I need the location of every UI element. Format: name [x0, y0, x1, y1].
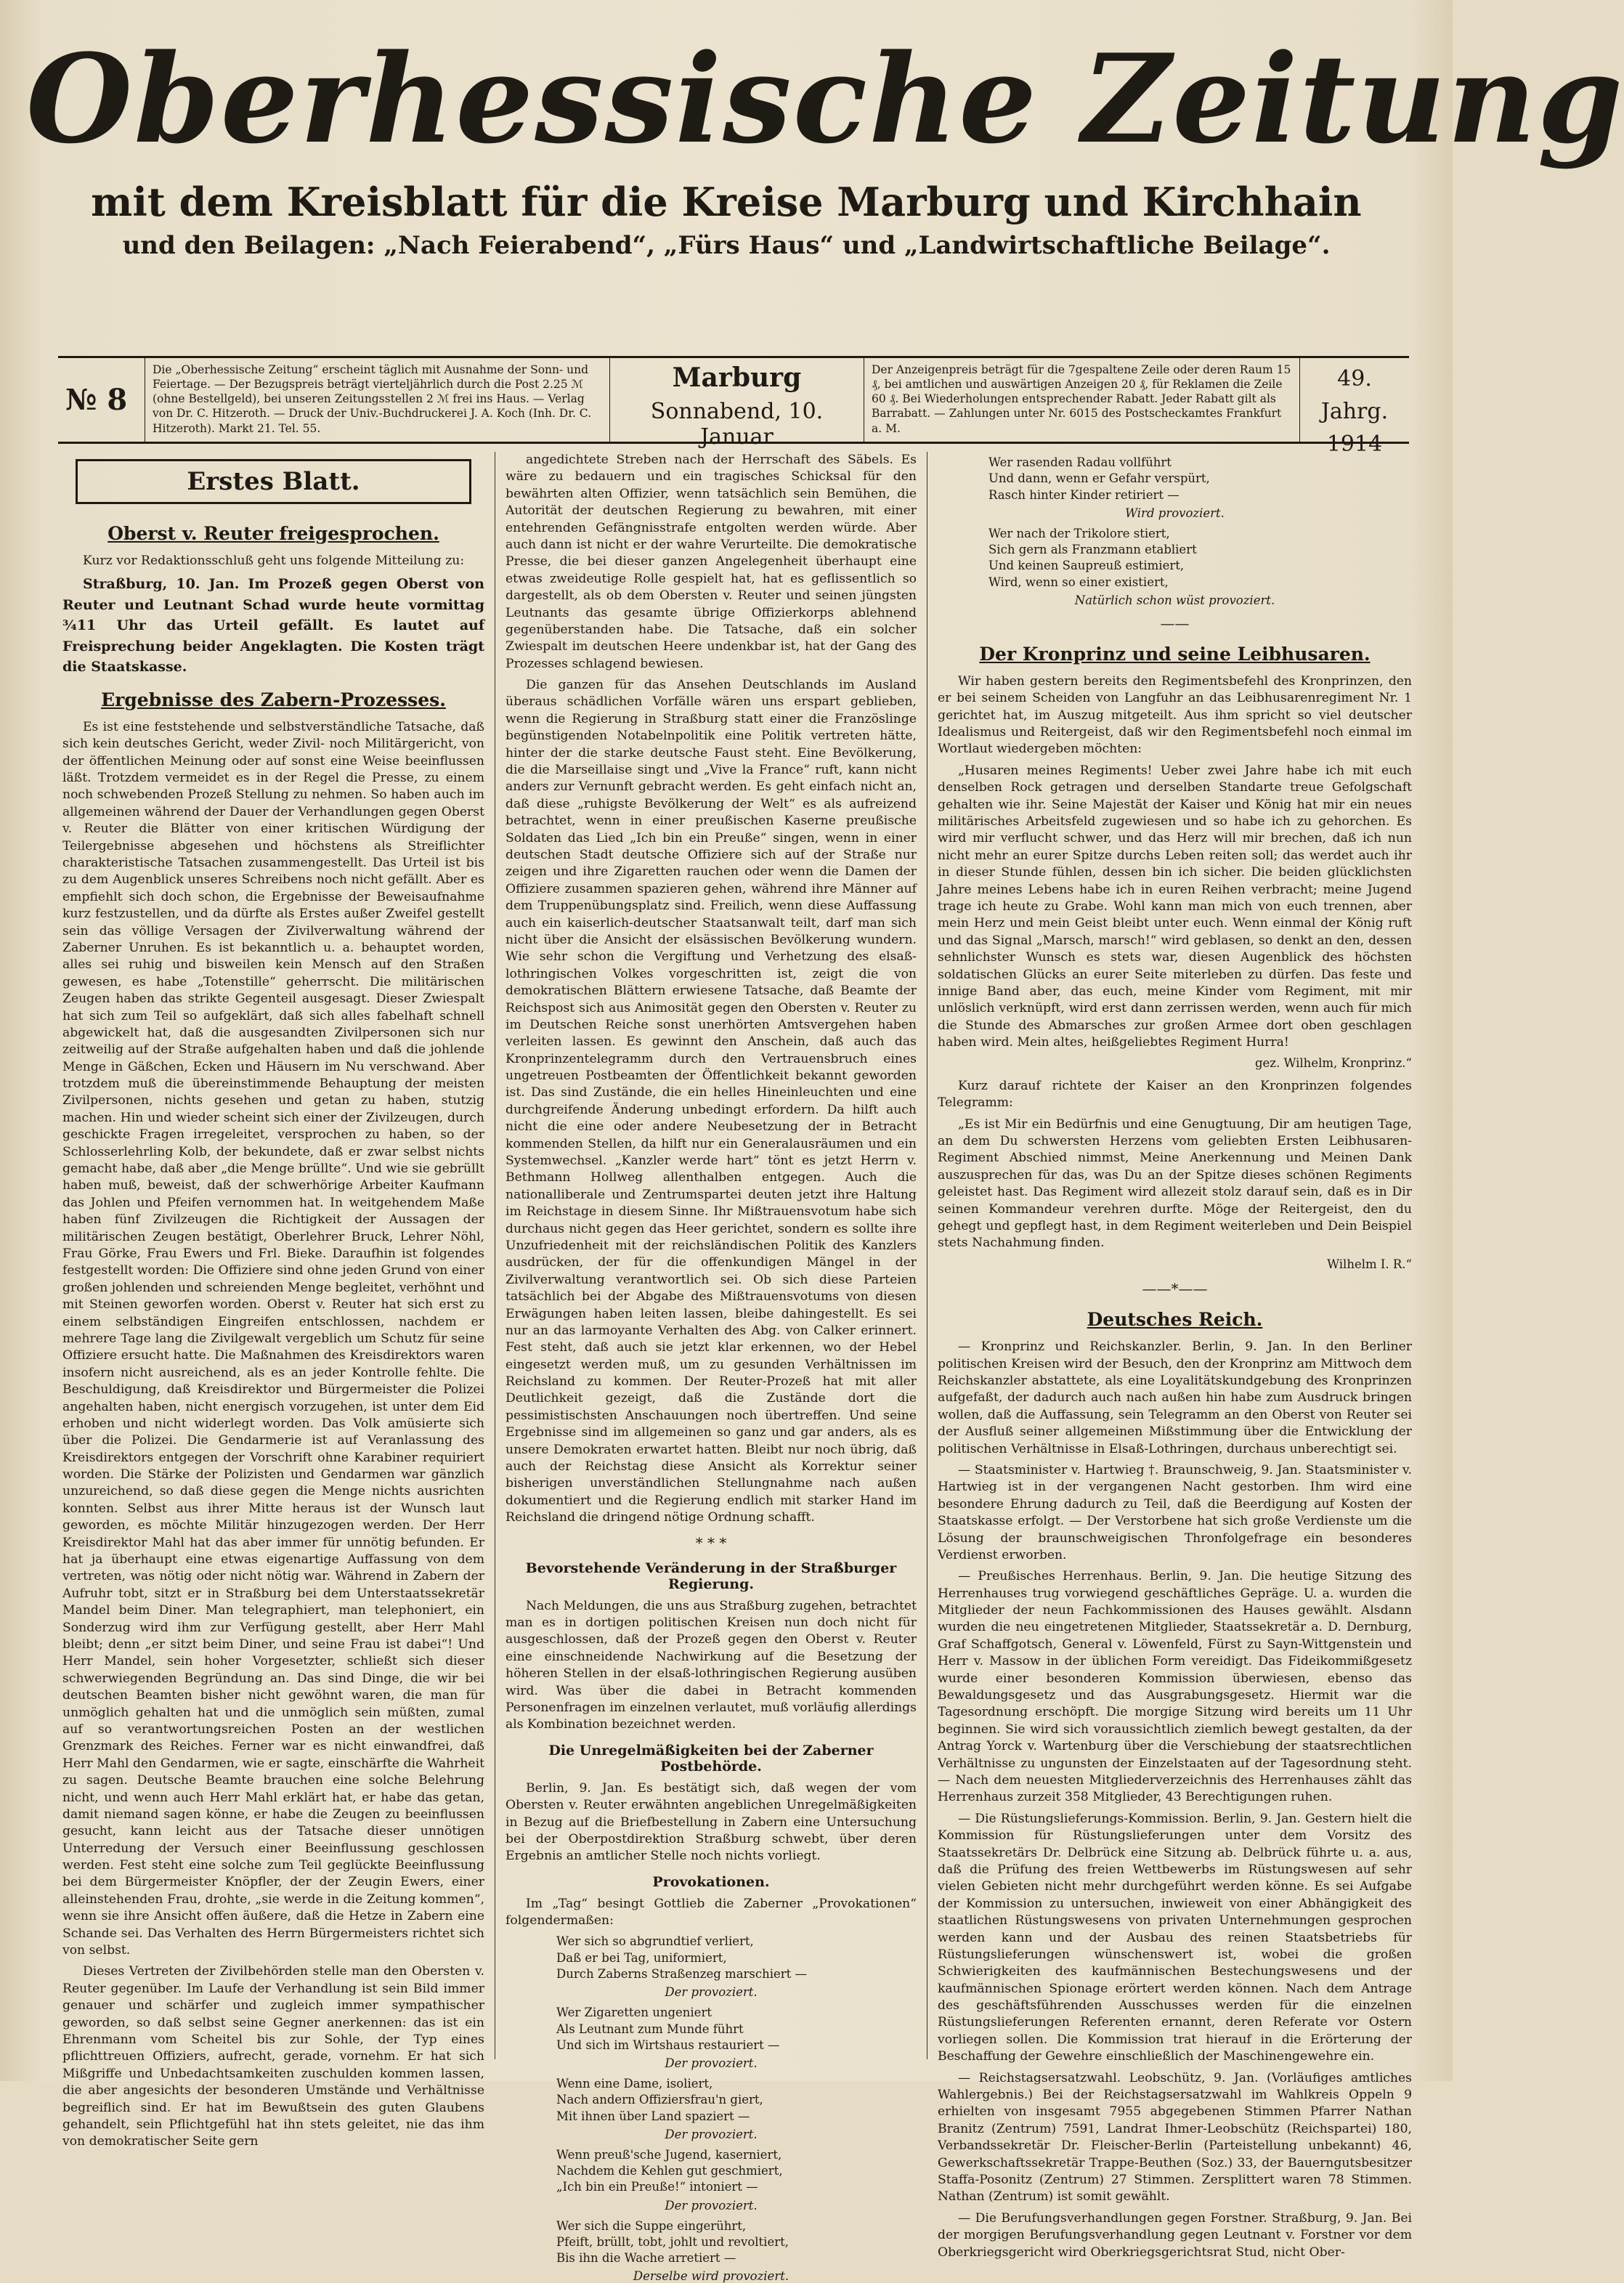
- subscription-info: Die „Oberhessische Zeitung“ erscheint täglich mit Ausnahme der Sonn- und Feiertage. — Der Bezugspreis beträgt vierteljährlich durch die Post 2.25 ℳ (ohne Bestellgeld), bei unseren Zeitungsstellen 2 ℳ frei ins Haus. — Verlag von Dr. C. Hitzeroth. — Druck der Univ.-Buchdruckerei J. A. Koch (Inh. Dr. C. Hitzeroth). Markt 21. Tel. 55.: [145, 358, 610, 442]
- headline-kronprinz: Der Kronprinz und seine Leibhusaren.: [979, 643, 1371, 665]
- paragraph: — Staatsminister v. Hartwieg †. Braunschweig, 9. Jan. Staatsminister v. Hartwieg ist in der vergangenen Nacht gestorben. Ihm wird eine besondere Ehrung dadurch zu Teil, daß die Beerdigung auf Kosten der Staatskasse erfolgt. — Der Verstorbene hat sich große Verdienste um die Lösung der braunschweigischen Thronfolgefrage ein besonderes Verdienst erworben.: [938, 1462, 1412, 1562]
- headline-reuter: Oberst v. Reuter freigesprochen.: [107, 523, 439, 544]
- issue-number: № 8: [58, 358, 145, 442]
- volume-year: [1300, 358, 1409, 457]
- year: 1914: [1326, 431, 1383, 457]
- poem-refrain: Der provoziert.: [665, 2127, 758, 2141]
- paragraph: angedichtete Streben nach der Herrschaft des Säbels. Es wäre zu bedauern und ein tragisches Schicksal für den bewährten alten Offizier, wenn tatsächlich sein Bemühen, die Autorität der deutschen Regierung zu bewahren, mit einer entehrenden Gefängnisstrafe entgolten werden würde. Aber auch dann ist nicht er der wahre Verurteilte. Die demokratische Presse, die bei dieser ganzen Angelegenheit überhaupt eine etwas zweideutige Rolle gespielt hat, hat es geflissentlich so dargestellt, als ob dem Obersten v. Reuter und seinen jüngsten Leutnants das gesamte übrige Offizierkorps ablehnend gegenüberstanden habe. Die Tatsache, daß ein solcher Zwiespalt im deutschen Heere undenkbar ist, hat der Gang des Prozesses schlagend bewiesen.: [506, 453, 917, 671]
- paragraph: Kurz darauf richtete der Kaiser an den Kronprinzen folgendes Telegramm:: [938, 1078, 1412, 1111]
- column-1: [52, 452, 495, 2149]
- poem-stanza: Wer Zigaretten ungeniert Als Leutnant zum Munde führt Und sich im Wirtshaus restauriert —: [556, 2006, 780, 2052]
- headline-provokationen: Provokationen.: [652, 1873, 770, 1890]
- place-date: [610, 358, 864, 450]
- paragraph: — Reichstagsersatzwahl. Leobschütz, 9. Jan. (Vorläufiges amtliches Wahlergebnis.) Bei der Reichstagsersatzwahl im Wahlkreis Oppeln 9 erhielten von insgesamt 7955 abgegebenen Stimmen Pfarrer Nathan Branitz (Zentrum) 7591, Landrat Ihmer-Leobschütz (Reichspartei) 180, Verbandssekretär Dr. Fleischer-Berlin (Parteistellung unbekannt) 46, Gewerkschaftssekretär Trappe-Beuthen (Soz.) 33, der Bauerngutsbesitzer Staffa-Posonitz (Zentrum) 27 Stimmen. Zersplittert waren 78 Stimmen. Nathan (Zentrum) ist somit gewählt.: [938, 2070, 1412, 2205]
- paragraph: Dieses Vertreten der Zivilbehörden stelle man den Obersten v. Reuter gegenüber. Im Laufe der Verhandlung ist sein Bild immer genauer und schärfer und zugleich immer sympathischer geworden, so daß selbst seine Gegner anerkennen: das ist ein Ehrenmann vom Scheitel bis zur Sohle, der Typ eines pflichttreuen Offiziers, aufrecht, gerade, vornehm. Er hat sich Mißgriffe und Unbedachtsamkeiten zuschulden kommen lassen, die aber angesichts der besonderen Umstände und Verhältnisse begreiflich sind. Er hat im Bewußtsein des guten Glaubens gehandelt, sein Pflichtgefühl hat ihn stets geleitet, nie das ihm von demokratischer Seite gern: [62, 1964, 484, 2149]
- separator: * * *: [695, 1533, 727, 1552]
- poem-stanza: Wenn eine Dame, isoliert, Nach andern Offiziersfrau'n giert, Mit ihnen über Land spaziert —: [556, 2077, 763, 2123]
- issue-date: Sonnabend, 10. Januar: [650, 399, 824, 450]
- city: Marburg: [672, 362, 802, 393]
- poem-stanza: Wer sich die Suppe eingerührt, Pfeift, brüllt, tobt, johlt und revoltiert, Bis ihn die Wache arretiert —: [556, 2218, 789, 2266]
- section-label: Erstes Blatt.: [76, 459, 471, 504]
- paragraph: Im „Tag“ besingt Gottlieb die Zaberner „Provokationen“ folgendermaßen:: [506, 1896, 917, 1929]
- poem-stanza: Wenn preuß'sche Jugend, kaserniert, Nachdem die Kehlen gut geschmiert, „Ich bin ein Preuße!“ intoniert —: [556, 2147, 783, 2194]
- paragraph: — Preußisches Herrenhaus. Berlin, 9. Jan. Die heutige Sitzung des Herrenhauses trug vorwiegend geschäftliches Gepräge. U. a. wurden die Mitglieder der neun Fachkommissionen des Hauses gewählt. Alsdann wurden die neu eingetretenen Mitglieder, Staatssekretär a. D. Dernburg, Graf Schaffgotsch, General v. Löwenfeld, Fürst zu Sayn-Wittgenstein und Herr v. Massow in der üblichen Form vereidigt. Das Fideikommißgesetz wurde einer besonderen Kommission überwiesen, ebenso das Bewaldungsgesetz und das Ausgrabungsgesetz. Hiermit war die Tagesordnung erschöpft. Die morgige Sitzung wird bereits um 11 Uhr beginnen. Sie wird sich voraussichtlich ziemlich bewegt gestalten, da der Antrag Yorck v. Wartenburg über die Verschiebung der staatsrechtlichen Verhältnisse zu ungunsten der Einzelstaaten auf der Tagesordnung steht. — Nach dem neuesten Mitgliederverzeichnis des Herrenhauses zählt das Herrenhaus zurzeit 358 Mitglieder, 43 Berechtigungen ruhen.: [938, 1569, 1412, 1805]
- separator: ——*——: [1142, 1280, 1208, 1298]
- poem-stanza: Wer nach der Trikolore stiert, Sich gern als Franzmann etabliert Und keinen Saupreuß estimiert, Wird, wenn so einer existiert,: [988, 526, 1197, 589]
- ad-rates-info: Der Anzeigenpreis beträgt für die 7gespaltene Zeile oder deren Raum 15 ₰, bei amtlichen und auswärtigen Anzeigen 20 ₰, für Reklamen die Zeile 60 ₰. Bei Wiederholungen entsprechender Rabatt. Jeder Rabatt gilt als Barrabatt. — Zahlungen unter Nr. 6015 des Postscheckamtes Frankfurt a. M.: [864, 358, 1300, 442]
- poem-refrain: Der provoziert.: [665, 2056, 758, 2071]
- separator: ——: [1160, 614, 1190, 632]
- paragraph: „Husaren meines Regiments! Ueber zwei Jahre habe ich mit euch denselben Rock getragen und derselben Standarte treue Gefolgschaft gehalten wie ihr. Seine Majestät der Kaiser und König hat mir ein neues militärisches Arbeitsfeld zugewiesen und so habe ich zu gehorchen. Es wird mir verflucht schwer, und das Herz will mir brechen, daß ich nun nicht mehr an eurer Spitze durchs Leben reiten soll; das werdet auch ihr in dieser Stunde fühlen, dessen bin ich sicher. Die beiden glücklichsten Jahre meines Lebens habe ich in euren Reihen verbracht; meine Jugend trage ich heute zu Grabe. Wohl kann man mich von euch trennen, aber mein Herz und mein Geist bleibt unter euch. Wenn einmal der König ruft und das Signal „Marsch, marsch!“ wird geblasen, so denkt an den, dessen sehnlichster Wunsch es stets war, diesen Augenblick des höchsten soldatischen Glücks an eurer Seite miterleben zu dürfen. Das feste und innige Band aber, das euch, meine Kinder vom Regiment, mit mir unlöslich verknüpft, wird erst dann zerrissen werden, wenn auch für mich die Stunde des Abmarsches zur großen Armee dort oben geschlagen haben wird. Mein altes, heißgeliebtes Regiment Hurra!: [938, 763, 1412, 1050]
- paragraph: Die ganzen für das Ansehen Deutschlands im Ausland überaus schädlichen Vorfälle wären uns erspart geblieben, wenn die Regierung in Straßburg statt einer die Französlinge begünstigenden Notabelnpolitik eine Politik vertreten hätte, hinter der die starke deutsche Faust steht. Eine Bevölkerung, die die Marseillaise singt und „Vive la France“ ruft, kann nicht anders zur Vernunft gebracht werden. Es geht einfach nicht an, daß diese „ruhigste Bevölkerung der Welt“ es als aufreizend betrachtet, wenn in einer preußischen Kaserne preußische Soldaten das Lied „Ich bin ein Preuße“ singen, wenn in einer deutschen Stadt deutsche Offiziere sich auf der Straße nur zeigen und ihre Zigaretten rauchen oder wenn die Damen der Offiziere zusammen spazieren gehen, während ihre Männer auf dem Truppenübungsplatz sind. Freilich, wenn diese Auffassung auch ein kaiserlich-deutscher Staatsanwalt teilt, darf man sich nicht über die Ansicht der elsässischen Bevölkerung wundern. Wie sehr schon die Vergiftung und Verhetzung des elsaß-lothringischen Volkes vorgeschritten ist, zeigt die von demokratischen Blättern erwiesene Tatsache, daß Beamte der Reichspost sich aus Animosität gegen den Obersten v. Reuter zu im Deutschen Reiche sonst unerhörten Amtsvergehen haben verleiten lassen. Es gewinnt den Anschein, daß auch das Kronprinzentelegramm durch den Vertrauensbruch eines ungetreuen Postbeamten der Öffentlichkeit bekannt geworden ist. Das sind Zustände, die ein helles Hineinleuchten und eine durchgreifende Änderung unbedingt erfordern. Da hilft auch nicht die eine oder andere Neubesetzung der in Betracht kommenden Stellen, da hilft nur ein Generalausräumen und ein Systemwechsel. „Kanzler werde hart“ tönt es jetzt Herrn v. Bethmann Hollweg allenthalben entgegen. Auch die nationalliberale und Zentrumspartei deuten jetzt ihre Haltung im Reichstage in diesem Sinne. Ihr Mißtrauensvotum habe sich durchaus nicht gegen das Heer gerichtet, sondern es sollte ihre Unzufriedenheit mit der reichsländischen Politik des Kanzlers ausdrücken, der für die offenkundigen Mängel in der Zivilverwaltung verantwortlich sei. Ob sich diese Parteien tatsächlich bei der Abgabe des Mißtrauensvotums von diesen Erwägungen haben leiten lassen, bleibe dahingestellt. Es sei nur an das larmoyante Verhalten des Abg. von Calker erinnert. Fest steht, daß auch sie jetzt klar erkennen, wo der Hebel eingesetzt werden muß, um zu gesunden Verhältnissen im Reichsland zu kommen. Der Reuter-Prozeß hat mit aller Deutlichkeit gezeigt, daß die Zustände dort die pessimistischsten Anschauungen noch übertreffen. Und seine Ergebnisse sind im allgemeinen so ganz und gar anders, als es unsere Demokraten erwartet hatten. Bleibt nur noch übrig, daß auch der Reichstag diese Ansicht als Korrektur seiner bisherigen unverständlichen Stellungnahme nach außen dokumentiert und die Regierung endlich mit starker Hand im Reichsland die dringend nötige Ordnung schafft.: [506, 678, 917, 1525]
- paragraph: Kurz vor Redaktionsschluß geht uns folgende Mitteilung zu:: [83, 553, 465, 568]
- poem-stanza: Wer rasenden Radau vollführt Und dann, wenn er Gefahr verspürt, Rasch hinter Kinder retiriert —: [988, 455, 1210, 502]
- signature: gez. Wilhelm, Kronprinz.“: [1254, 1056, 1412, 1071]
- paragraph: Wir haben gestern bereits den Regimentsbefehl des Kronprinzen, den er bei seinem Scheiden von Langfuhr an das Leibhusarenregiment Nr. 1 gerichtet hat, im Auszug mitgeteilt. Aus ihm spricht so viel deutscher Idealismus und Reitergeist, daß wir den Regimentsbefehl noch einmal im Wortlaut wiedergeben möchten:: [938, 673, 1412, 757]
- newspaper-title: Oberhessische Zeitung: [26, 27, 1624, 171]
- newspaper-subtitle: mit dem Kreisblatt für die Kreise Marburg und Kirchhain: [91, 179, 1362, 225]
- poem-refrain: Der provoziert.: [665, 2198, 758, 2213]
- article-columns: [52, 452, 1422, 2283]
- volume: 49. Jahrg.: [1320, 366, 1389, 424]
- paragraph: „Es ist Mir ein Bedürfnis und eine Genugtuung, Dir am heutigen Tage, an dem Du schwersten Herzens vom geliebten Ersten Leibhusaren-Regiment Abschied nimmst, Meine Anerkennung und Meinen Dank auszusprechen für das, was Du an der Spitze dieses schönen Regiments geleistet hast. Das Regiment wird allezeit stolz darauf sein, daß es in Dir seinen Kommandeur verehren durfte. Möge der Reitergeist, den du gehegt und gepflegt hast, in dem Regiment weiterleben und Dein Beispiel stets Nachahmung finden.: [938, 1116, 1412, 1251]
- paragraph: Es ist eine feststehende und selbstverständliche Tatsache, daß sich kein deutsches Gericht, weder Zivil- noch Militärgericht, von der öffentlichen Meinung oder auf sonst eine Weise beeinflussen läßt. Trotzdem vermeidet es in der Regel die Presse, zu einem noch schwebenden Prozeß Stellung zu nehmen. So haben auch im allgemeinen während der Dauer der Verhandlungen gegen Oberst v. Reuter die Blätter von einer kritischen Würdigung der Teilergebnisse abgesehen und höchstens als Streiflichter charakteristische Tatsachen zusammengestellt. Das Urteil ist bis zu dem Augenblick unseres Schreibens noch nicht gefällt. Aber es empfiehlt sich doch schon, die Ergebnisse der Beweisaufnahme kurz festzustellen, und da dürfte als Erstes außer Zweifel gestellt sein das völlige Versagen der Zivilverwaltung während der Zaberner Unruhen. Es ist bekanntlich u. a. behauptet worden, alles sei ruhig und bisweilen kein Mensch auf den Straßen gewesen, es habe „Totenstille“ geherrscht. Die militärischen Zeugen haben das strikte Gegenteil ausgesagt. Dieser Zwiespalt hat sich zum Teil so aufgeklärt, daß sich alles fabelhaft schnell abgewickelt hat, daß die ausgesandten Zivilpersonen sich nur zeitweilig auf der Straße aufgehalten haben und daß die johlende Menge in Gäßchen, Ecken und Häusern im Nu verschwand. Aber trotzdem muß die übereinstimmende Behauptung der meisten Zivilpersonen, nichts gesehen und getan zu haben, stutzig machen. Hin und wieder scheint sich einer der Zivilzeugen, durch geschickte Fragen irregeleitet, versprochen zu haben, so der Schlosserlehrling Kolb, der bekundete, daß er zwar selbst nichts gemacht habe, daß aber „die Menge brüllte“. Und wie sie gebrüllt haben muß, beweist, daß der schwerhörige Arbeiter Kaufmann das Johlen und Pfeifen vernommen hat. In weitgehendem Maße haben fünf Zivilzeugen die Richtigkeit der Aussagen der militärischen Zeugen bestätigt, Oberlehrer Bruck, Lehrer Nöhl, Frau Görke, Frau Ewers und Frl. Bieke. Daraufhin ist folgendes festgestellt worden: Die Offiziere sind ohne jeden Grund von einer großen johlenden und schreienden Menge begleitet, verhöhnt und mit Steinen geworfen worden. Oberst v. Reuter hat sich erst zu einem selbständigen Eingreifen entschlossen, nachdem er mehrere Tage lang die Zivilgewalt vergeblich um Schutz für seine Offiziere ersucht hatte. Die Maßnahmen des Kreisdirektors waren insofern nicht ausreichend, als es an jeder Kontrolle fehlte. Die Beschuldigung, daß Kreisdirektor und Bürgermeister die Polizei angehalten haben, nicht energisch vorzugehen, ist unter dem Eid erhoben und nicht widerlegt worden. Das Volk amüsierte sich über die Polizei. Die Gendarmerie ist auf Veranlassung des Kreisdirektors entgegen der Vorschrift ohne Karabiner requiriert worden. Die Stärke der Polizisten und Gendarmen war gänzlich unzureichend, so daß diese gegen die Menge nichts ausrichten konnten. Selbst aus ihrer Mitte heraus ist der Wunsch laut geworden, es möchte Militär hinzugezogen werden. Der Herr Kreisdirektor Mahl hat das aber immer für unnötig befunden. Er hat ja überhaupt eine etwas eigenartige Auffassung von dem vertreten, was nötig oder nicht nötig war. Während in Zabern der Aufruhr tobt, sitzt er in Straßburg bei dem Unterstaatssekretär Mandel beim Diner. Man telegraphiert, man telephoniert, ein Sonderzug wird ihm zur Verfügung gestellt, aber Herr Mahl bleibt; denn „er sitzt beim Diner, und seine Frau ist dabei“! Und Herr Mandel, sein hoher Vorgesetzter, schließt sich dieser schwerwiegenden Begründung an. Das sind Dinge, die wir bei deutschen Beamten bisher nicht gewöhnt waren, die man für unmöglich gehalten hat und die unmöglich sein müßten, zumal auf so verantwortungsreichen Posten an der westlichen Grenzmark des Reiches. Ferner war es nicht einwandfrei, daß Herr Mahl den Gendarmen, wie er sagte, einschärfte die Wahrheit zu sagen. Deutsche Beamte brauchen eine solche Belehrung nicht, und wenn auch Herr Mahl erklärt hat, er habe das getan, damit niemand sagen könne, er habe die Zeugen zu beeinflussen gesucht, kann leicht aus der Tatsache dieser unnötigen Unterredung der Versuch einer Beeinflussung geschlossen werden. Fest steht eine solche zum Teil geglückte Beeinflussung bei dem Bürgermeister Knöpfler, der der Zeugin Ewers, einer alleinstehenden Frau, drohte, „sie werde in die Zeitung kommen“, wenn sie ihre Ansicht offen äußere, daß die Hetze in Zabern eine Schande sei. Das Verhalten des Herrn Bürgermeisters richtet sich von selbst.: [62, 719, 484, 1958]
- headline-zabern: Ergebnisse des Zabern-Prozesses.: [101, 689, 446, 710]
- masthead: [26, 0, 1624, 260]
- paragraph: Nach Meldungen, die uns aus Straßburg zugehen, betrachtet man es in dortigen politischen Kreisen nun doch nicht für ausgeschlossen, daß der Prozeß gegen den Oberst v. Reuter eine einschneidende Nachwirkung auf die Besetzung der höheren Stellen in der elsaß-lothringischen Regierung ausüben wird. Was über die dabei in Betracht kommenden Personenfragen im einzelnen verlautet, muß vorläufig allerdings als Kombination bezeichnet werden.: [506, 1598, 917, 1732]
- paragraph-lead: Straßburg, 10. Jan. Im Prozeß gegen Oberst von Reuter und Leutnant Schad wurde heute vormittag ¾11 Uhr das Urteil gefällt. Es lautet auf Freisprechung beider Angeklagten. Die Kosten trägt die Staatskasse.: [62, 576, 484, 676]
- column-2: [495, 452, 927, 2283]
- headline-post: Die Unregelmäßigkeiten bei der Zaberner Postbehörde.: [548, 1742, 874, 1775]
- supplements-line: und den Beilagen: „Nach Feierabend“, „Fürs Haus“ und „Landwirtschaftliche Beilage“.: [122, 231, 1331, 260]
- signature: Wilhelm I. R.“: [1327, 1257, 1412, 1271]
- poem-refrain: Wird provoziert.: [1125, 506, 1225, 520]
- paragraph: — Die Berufungsverhandlungen gegen Forstner. Straßburg, 9. Jan. Bei der morgigen Berufungsverhandlung gegen Leutnant v. Forstner vor dem Oberkriegsgericht wird Oberkriegsgerichtsrat Stud, nicht Ober-: [938, 2210, 1412, 2260]
- column-3: [927, 452, 1422, 2260]
- headline-strassburg: Bevorstehende Veränderung in der Straßburger Regierung.: [525, 1560, 897, 1592]
- poem-refrain: Natürlich schon wüst provoziert.: [1074, 593, 1275, 607]
- headline-reich: Deutsches Reich.: [1087, 1309, 1263, 1331]
- paragraph: — Die Rüstungslieferungs-Kommission. Berlin, 9. Jan. Gestern hielt die Kommission für Rüstungslieferungen unter dem Vorsitz des Staatssekretärs Dr. Delbrück eine Sitzung ab. Delbrück führte u. a. aus, daß die Prüfung des freien Wettbewerbs im Rüstungswesen auf sehr vielen Gebieten nicht mehr durchgeführt werden könne. Es sei Aufgabe der Kommission zu untersuchen, inwieweit von einer Abhängigkeit des staatlichen Rüstungswesens von privaten Unternehmungen gesprochen werden kann und der Ausbau des reinen Staatsbetriebs für Rüstungslieferungen wünschenswert ist, wobei die großen Schwierigkeiten des kaufmännischen Bestechungswesens und der kaufmännischen Spionage erörtert werden können. Nach dem Antrage des geschäftsführenden Ausschusses werden für die einzelnen Rüstungslieferungen Referenten ernannt, deren Referate vor Ostern vorliegen sollen. Die Kommission trat hierauf in die Erörterung der Beschaffung der Gewehre einschließlich der Maschinengewehre ein.: [938, 1811, 1412, 2064]
- poem-refrain: Der provoziert.: [665, 1985, 758, 2000]
- paragraph: Berlin, 9. Jan. Es bestätigt sich, daß wegen der vom Obersten v. Reuter erwähnten angeblichen Unregelmäßigkeiten in Bezug auf die Briefbestellung in Zabern eine Untersuchung bei der Oberpostdirektion Straßburg schwebt, über deren Ergebnis an amtlicher Stelle noch nichts vorliegt.: [506, 1780, 917, 1864]
- poem-stanza: Wer sich so abgrundtief verliert, Daß er bei Tag, uniformiert, Durch Zaberns Straßenzeg marschiert —: [556, 1934, 808, 1981]
- poem-refrain: Derselbe wird provoziert.: [633, 2269, 789, 2283]
- paragraph: — Kronprinz und Reichskanzler. Berlin, 9. Jan. In den Berliner politischen Kreisen wird der Besuch, den der Kronprinz am Mittwoch dem Reichskanzler abstattete, als eine Loyalitätskundgebung des Kronprinzen aufgefaßt, der dadurch auch nach außen hin habe zum Ausdruck bringen wollen, daß die Auffassung, sein Telegramm an den Oberst von Reuter sei der Ausfluß seiner allgemeinen Mißstimmung über die Entwicklung der politischen Verhältnisse in Elsaß-Lothringen, durchaus unberechtigt sei.: [938, 1339, 1412, 1456]
- info-bar: [58, 356, 1409, 457]
